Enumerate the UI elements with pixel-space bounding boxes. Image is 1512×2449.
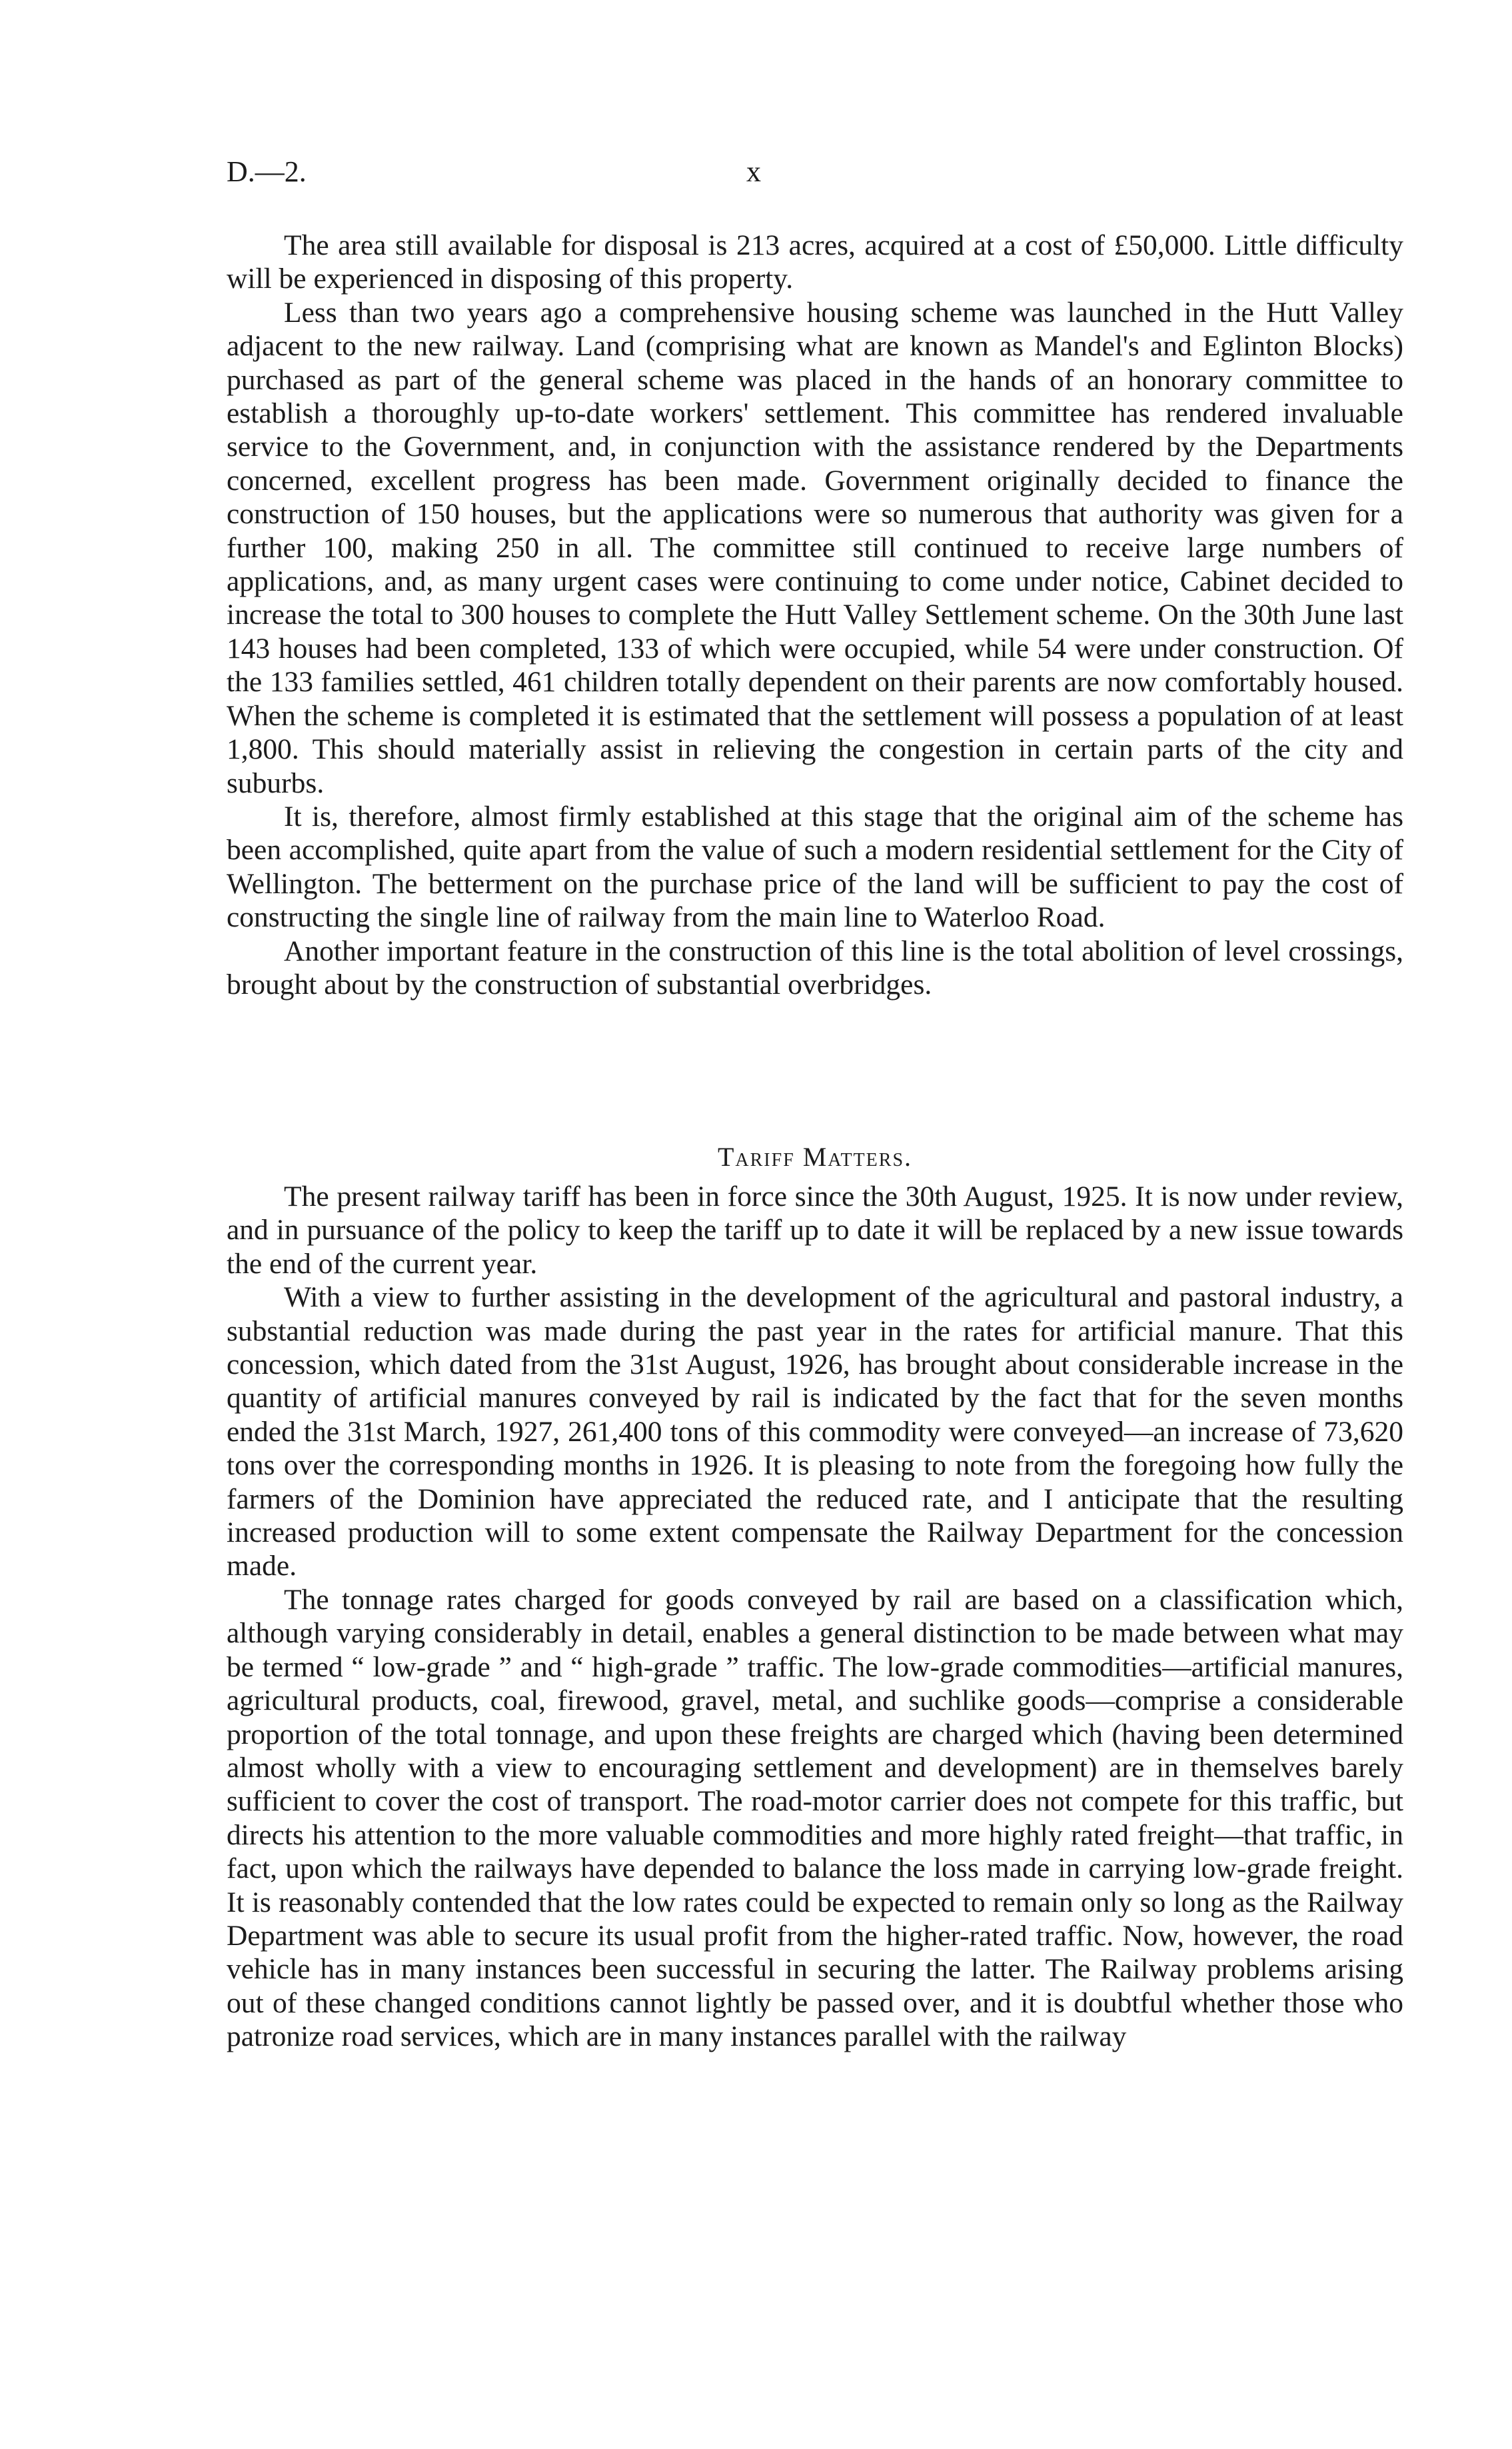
paragraph-tariff-review: The present railway tariff has been in force since the 30th August, 1925. It is now under review, and in pursuance of the policy to keep the tariff up to date it will be replaced by a new issue towards the end of the current year. bbox=[227, 1181, 1403, 1280]
page-header bbox=[227, 155, 1403, 195]
paragraph-area-disposal: The area still available for disposal is 213 acres, acquired at a cost of £50,000. Little difficulty will be experienced in disposing of this property. bbox=[227, 229, 1403, 295]
paragraph-scheme-accomplished: It is, therefore, almost firmly established at this stage that the original aim of the scheme has been accomplished, quite apart from the value of such a modern residential settlement for the City of Wellington. The betterment on the purchase price of the land will be sufficient to pay the cost of constructing the single line of railway from the main line to Waterloo Road. bbox=[227, 800, 1403, 934]
housing-settlement-section bbox=[227, 229, 1403, 1001]
paragraph-hutt-valley-scheme: Less than two years ago a comprehensive housing scheme was launched in the Hutt Valley adjacent to the new railway. Land (comprising what are known as Mandel's and Eglinton Blocks) purchased as part of the general scheme was placed in the hands of an honorary committee to establish a thoroughly up-to-date workers' settlement. This committee has rendered invaluable service to the Government, and, in conjunction with the assistance rendered by the Departments concerned, excellent progress has been made. Government originally decided to finance the construction of 150 houses, but the applications were so numerous that authority was given for a further 100, making 250 in all. The committee still continued to receive large numbers of applications, and, as many urgent cases were continuing to come under notice, Cabinet decided to increase the total to 300 houses to complete the Hutt Valley Settlement scheme. On the 30th June last 143 houses had been completed, 133 of which were occupied, while 54 were under construction. Of the 133 families settled, 461 children totally dependent on their parents are now comfortably housed. When the scheme is completed it is estimated that the settlement will possess a population of at least 1,800. This should materially assist in relieving the congestion in certain parts of the city and suburbs. bbox=[227, 296, 1403, 799]
page-number: x bbox=[746, 155, 761, 188]
paragraph-level-crossings: Another important feature in the construction of this line is the total abolition of level crossings, brought about by the construction of substantial overbridges. bbox=[227, 935, 1403, 1001]
paragraph-artificial-manure: With a view to further assisting in the development of the agricultural and pastoral industry, a substantial reduction was made during the past year in the rates for artificial manure. That this concession, which dated from the 31st August, 1926, has brought about considerable increase in the quantity of artificial manures conveyed by rail is indicated by the fact that for the seven months ended the 31st March, 1927, 261,400 tons of this commodity were conveyed—an increase of 73,620 tons over the corresponding months in 1926. It is pleasing to note from the foregoing how fully the farmers of the Dominion have appreciated the reduced rate, and I anticipate that the resulting increased production will to some extent compensate the Railway Department for the concession made. bbox=[227, 1281, 1403, 1582]
paragraph-tonnage-rates: The tonnage rates charged for goods conveyed by rail are based on a classification which, although varying considerably in detail, enables a general distinction to be made between what may be termed “ low-grade ” and “ high-grade ” traffic. The low-grade commodities—artificial manures, agricultural products, coal, firewood, gravel, metal, and suchlike goods—comprise a considerable proportion of the total tonnage, and upon these freights are charged which (having been determined almost wholly with a view to encouraging settlement and development) are in themselves barely sufficient to cover the cost of transport. The road-motor carrier does not compete for this traffic, but directs his attention to the more valuable commodities and more highly rated freight—that traffic, in fact, upon which the railways have depended to balance the loss made in carrying low-grade freight. It is reasonably contended that the low rates could be expected to remain only so long as the Railway Department was able to secure its usual profit from the higher-rated traffic. Now, however, the road vehicle has in many instances been successful in securing the latter. The Railway problems arising out of these changed conditions cannot lightly be passed over, and it is doubtful whether those who patronize road services, which are in many instances parallel with the railway bbox=[227, 1583, 1403, 2053]
document-reference: D.—2. bbox=[227, 155, 307, 188]
tariff-matters-section bbox=[227, 1180, 1403, 2054]
section-heading-tariff-matters: Tariff Matters. bbox=[717, 1142, 913, 1172]
